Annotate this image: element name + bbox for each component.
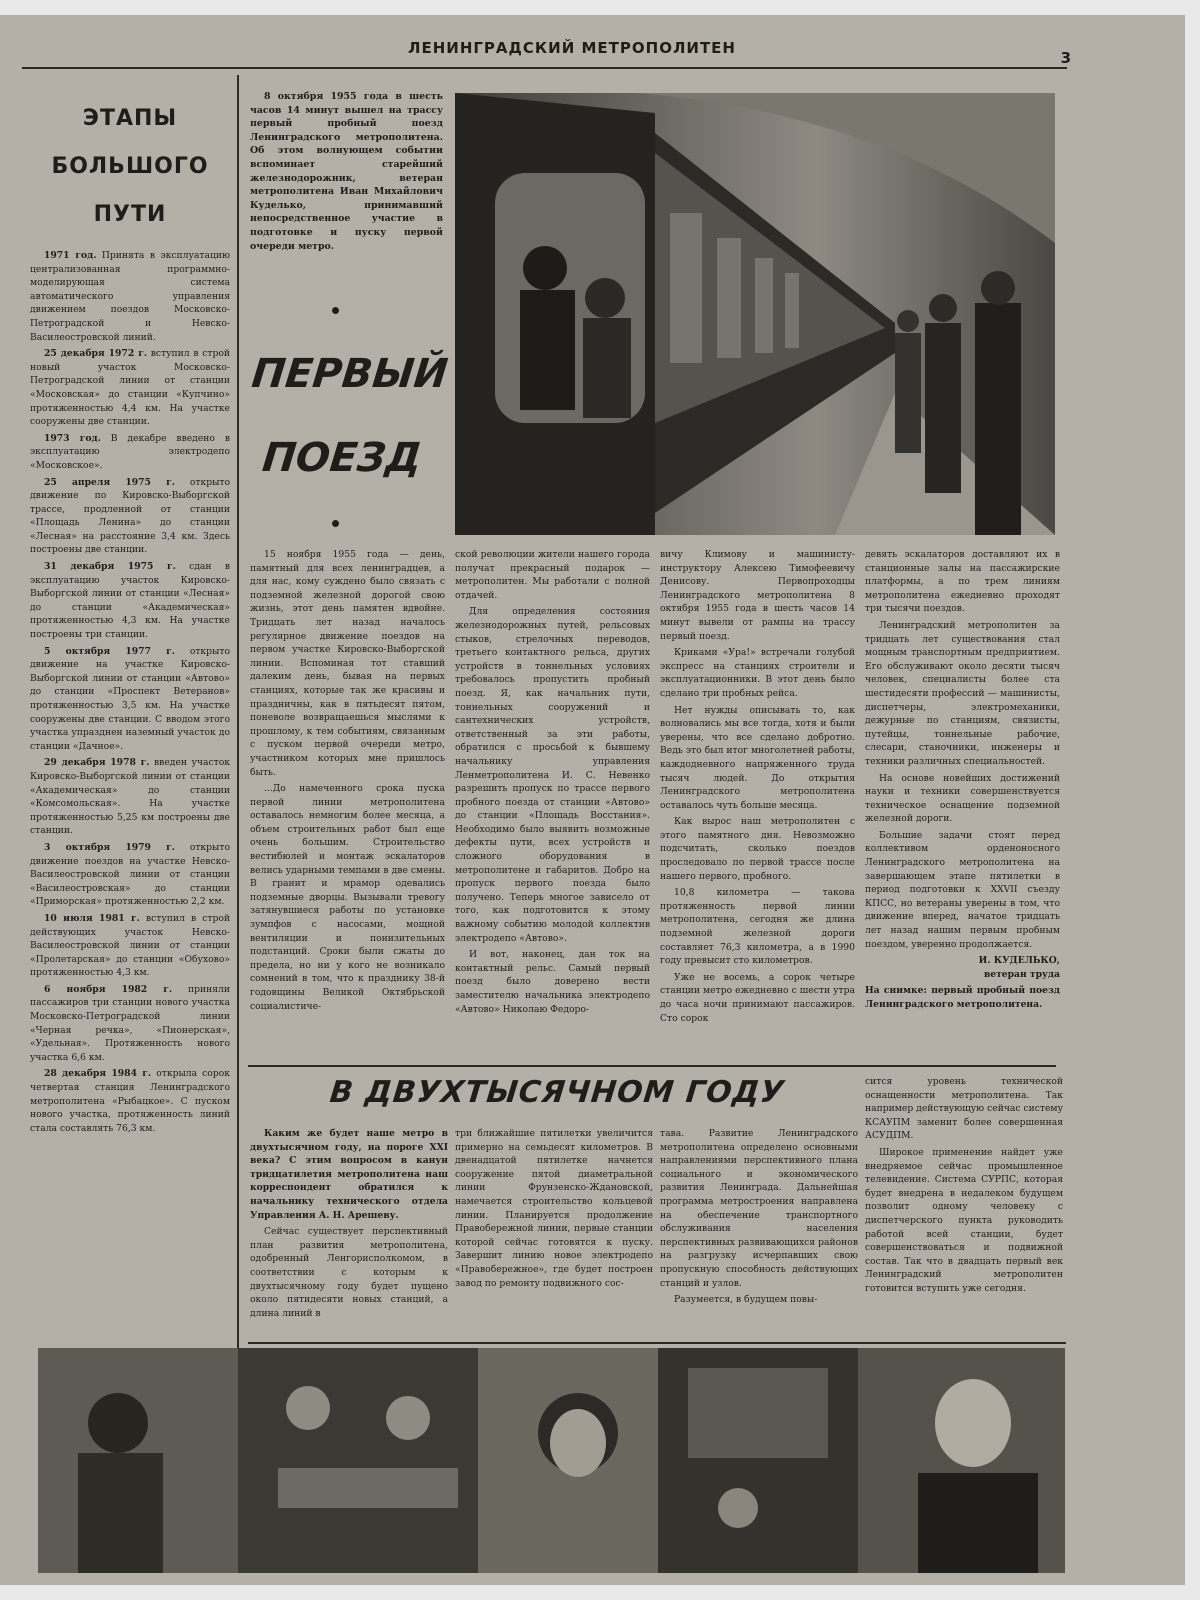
event-date: 1971 год. (44, 250, 97, 261)
event-date: 25 декабря 1972 г. (44, 348, 148, 360)
sidebar-heading-line: БОЛЬШОГО (51, 154, 209, 179)
event-item (30, 249, 230, 344)
masthead (22, 29, 1071, 69)
event-text: открыто движение по Кировско-Выборгской трассе, продленной от станции «Площадь Ленина» до станции «Лесная» на расстояние 3,4 км. Здесь построены две станции. (30, 476, 230, 556)
event-date: 31 декабря 1975 г. (44, 561, 176, 573)
train-photo-image (455, 93, 1055, 535)
paragraph: ской революции жители нашего города получат прекрасный подарок — метрополитен. Мы работали с полной отдачей. (455, 549, 650, 601)
workers-photo-image (38, 1348, 1065, 1573)
event-text: вступил в строй действующих участок Невско-Василеостровской линии от станции «Пролетарская» до станции «Обухово» протяженностью 4,3 км. (30, 912, 230, 979)
event-text: открыто движение поездов на участке Невско-Василеостровской линии от станции «Василеостровская» до станции «Приморская» протяженностью 2,2 км. (30, 841, 230, 908)
paragraph: Большие задачи стоят перед коллективом орденоносного Ленинградского метрополитена на завершающем этапе пятилетки в период подготовки к XXVII съезду КПСС, но ветераны уверены в том, что движение вперед, начатое тридцать лет назад нашим первым пробным поездом, уверенно продолжается. (865, 829, 1060, 950)
event-list (30, 249, 230, 1135)
paragraph: Каким же будет наше метро в двухтысячном году, на пороге XXI века? С этим вопросом в канун тридцатилетия метрополитена наш корреспондент обратился к начальнику технического отдела Управления А. Н. Арешеву. (250, 1128, 448, 1221)
event-text: вступил в строй новый участок Московско-Петроградской линии от станции «Московская» до станции «Купчино» протяженностью 4,4 км. На участке сооружены две станции. (30, 348, 230, 428)
sidebar-heading-line: ПУТИ (93, 202, 167, 227)
paragraph: 10,8 километра — такова протяженность первой линии метрополитена, сегодня же длина подземной железной дороги составляет 76,3 километра, а в 1990 году превысит сто километров. (660, 887, 855, 967)
intro-lead (250, 90, 443, 290)
intro-text: 8 октября 1955 года в шесть часов 14 минут вышел на трассу первый пробный поезд Ленинградского метрополитена. Об этом волнующем событии вспоминает старейший железнодорожник, ветеран метрополитена Иван Михайлович Куделько, принимавший непосредственное участие в подготовке и пуску первой очереди метро. (250, 91, 443, 252)
event-item (30, 432, 230, 473)
event-date: 25 апреля 1975 г. (44, 476, 175, 488)
paragraph: ...До намеченного срока пуска первой линии метрополитена оставалось немногим более месяца, а объем строительных работ был еще очень большим. Строительство вестибюлей и монтаж эскалаторов велись ударными темпами в две смены. В гранит и мрамор одевались подземные дворцы. Вызывали тревогу затянувшиеся работы по установке зумпфов с насосами, мощной вентиляции и понизительных подстанций. Сроки были сжаты до предела, но ни у кого не возникало сомнений в том, что к празднику 38-й годовщины Великой Октябрьской социалистиче- (250, 783, 445, 1012)
paragraph: Уже не восемь, а сорок четыре станции метро ежедневно с шести утра до часа ночи принимают пассажиров. Сто сорок (660, 971, 855, 1024)
event-text: Принята в эксплуатацию централизованная программно-моделирующая система автоматического управления движением поездов Московско-Петроградской и Невско-Василеостровской линий. (30, 250, 230, 343)
section2-column-1 (250, 1127, 448, 1342)
paragraph: Для определения состояния железнодорожных путей, рельсовых стыков, стрелочных переводов, третьего контактного рельса, других устройств в тоннельных условиях требовалось пропустить пробный поезд. Я, как начальник пути, тоннельных сооружений и сантехнических устройств, ответственный за эти работы, обратился с просьбой к бывшему начальнику управления Ленметрополитена И. С. Невенко разрешить пропуск по трассе первого пробного поезда от станции «Автово» до станции «Площадь Восстания». Необходимо было выявить возможные дефекты пути, всех устройств и сложного оборудования в метрополитене и габаритов. Добро на пропуск первого поезда было получено. Теперь многое зависело от того, как подготовится к этому важному событию молодой коллектив электродепо «Автово». (455, 606, 650, 944)
article-column-3 (660, 548, 855, 1048)
paragraph: тава. Развитие Ленинградского метрополитена определено основными направлениями перспективного плана социального и экономического развития Ленинграда. Дальнейшая программа метростроения направлена на обеспечение транспортного обслуживания населения перспективных развивающихся районов на разгрузку исчерпавших свою пропускную способность действующих станций и узлов. (660, 1128, 858, 1289)
event-text: сдан в эксплуатацию участок Кировско-Выборгской линии от станции «Лесная» до станции «Академическая» протяженностью 4,3 км. На участке построены три станции. (30, 561, 230, 641)
author-signature: И. КУДЕЛЬКО, (978, 955, 1060, 967)
masthead-title: ЛЕНИНГРАДСКИЙ МЕТРОПОЛИТЕН (408, 39, 736, 57)
event-text: открыла сорок четвертая станция Ленинградского метрополитена «Рыбацкое». С пуском нового участка, протяженность линий стала составлять 76,3 км. (30, 1068, 230, 1134)
event-text: В декабре введено в эксплуатацию электродепо «Московское». (30, 432, 230, 471)
train-photo (455, 93, 1055, 535)
paragraph: Широкое применение найдет уже внедряемое сейчас промышленное телевидение. Система СУРПС, которая будет внедрена в недалеком будущем позволит одному человеку с диспетчерского пункта руководить работой всей станции, будет совершенствоваться и подвижной состав. Так что в двадцать первый век Ленинградский метрополитен готовится вступить уже сегодня. (865, 1146, 1063, 1294)
paragraph: Сейчас существует перспективный план развития метрополитена, одобренный Ленгорисполкомом, в соответствии с которым к двухтысячному году будет пущено около пятидесяти новых станций, а длина линий в (250, 1226, 448, 1319)
section2-headline: В ДВУХТЫСЯЧНОМ ГОДУ (328, 1075, 787, 1110)
section2-column-3 (660, 1127, 858, 1342)
event-item (30, 841, 230, 909)
sidebar-heading-line: ЭТАПЫ (82, 106, 178, 131)
paragraph: На основе новейших достижений науки и техники совершенствуется техническое оснащение подземной железной дороги. (865, 772, 1060, 825)
paragraph: Ленинградский метрополитен за тридцать лет существования стал мощным транспортным предприятием. Его обслуживают около десяти тысяч человек, специалисты более ста шестидесяти профессий — машинисты, диспетчеры, электромеханики, дежурные по станциям, связисты, путейцы, тоннельные рабочие, слесари, станочники, инженеры и техники различных специальностей. (865, 619, 1060, 767)
paragraph: 15 ноября 1955 года — день, памятный для всех ленинградцев, а для нас, кому суждено было связать с подземной железной дорогой свою жизнь, этот день памятен вдвойне. Тридцать лет назад началось регулярное движение поездов на первом участке Кировско-Выборгской линии. Вспоминая тот ставший далеким день, бывая на первых станциях, которые так же красивы и праздничны, как в пятьдесят пятом, поневоле возвращаешься мыслями к прошлому, к тем событиям, связанным с пуском первой очереди метро, участником которых мне пришлось быть. (250, 549, 445, 778)
sidebar-heading (30, 95, 230, 239)
event-item (30, 1067, 230, 1135)
event-text: введен участок Кировско-Выборгской линии от станции «Академическая» до станции «Комсомольская». На участке протяженностью 5,25 км построены две станции. (30, 757, 230, 837)
paragraph: И вот, наконец, дан ток на контактный рельс. Самый первый поезд было доверено вести заместителю начальника электродепо «Автово» Николаю Федоро- (455, 949, 650, 1015)
bullet-dot (332, 307, 339, 314)
bullet-dot (332, 520, 339, 527)
paragraph: девять эскалаторов доставляют их в станционные залы на пассажирские платформы, а по трем линиям метрополитена ежедневно проходят три тысячи поездов. (865, 549, 1060, 615)
event-date: 10 июля 1981 г. (44, 912, 140, 924)
page-number: 3 (1060, 49, 1071, 67)
column-divider (237, 75, 239, 1375)
event-text: приняли пассажиров три станции нового участка Московско-Петроградской линии «Черная речка», «Пионерская», «Удельная». Протяженность нового участка 6,6 км. (30, 983, 230, 1063)
paragraph: Нет нужды описывать то, как волновались мы все тогда, хотя и были уверены, что все сделано добротно. Ведь это был итог многолетней работы, каждодневного напряженного труда тысяч людей. До открытия Ленинградского метрополитена оставалось чуть больше месяца. (660, 704, 855, 811)
section2-column-4 (865, 1075, 1063, 1345)
article-column-4 (865, 548, 1060, 1048)
event-text: открыто движение на участке Кировско-Выборгской линии от станции «Автово» до станции «Проспект Ветеранов» протяженностью 3,5 км. На участке сооружены две станции. С вводом этого участка упразднен наземный участок до станции «Дачное». (30, 645, 230, 752)
event-date: 28 декабря 1984 г. (44, 1068, 152, 1080)
author-role: ветеран труда (983, 968, 1060, 980)
photo-caption: На снимке: первый пробный поезд Ленинградского метрополитена. (865, 985, 1060, 1010)
paragraph: сится уровень технической оснащенности метрополитена. Так например действующую сейчас систему КСАУПМ заменит более совершенная АСУДПМ. (865, 1076, 1063, 1142)
paragraph: три ближайшие пятилетки увеличится примерно на семьдесят километров. В двенадцатой пятилетке начнется сооружение пятой диаметральной линии Фрунзенско-Ждановской, намечается строительство кольцевой линии. Планируется продолжение Правобережной линии, первые станции которой сейчас готовятся к пуску. Завершит линию новое электродепо «Правобережное», где будет построен завод по ремонту подвижного сос- (455, 1128, 653, 1289)
event-item (30, 645, 230, 754)
section2-column-2 (455, 1127, 653, 1342)
article-column-1 (250, 548, 445, 1048)
headline-line: ПЕРВЫЙ (249, 351, 450, 397)
paragraph: вичу Климову и машинисту-инструктору Алексею Тимофеевичу Денисову. Первопроходцы Ленинградского метрополитена 8 октября 1955 года в шесть часов 14 минут вывели от рампы на трассу первый поезд. (660, 549, 855, 642)
paragraph: Как вырос наш метрополитен с этого памятного дня. Невозможно подсчитать, сколько поездов проследовало по первой трассе после нашего первого, пробного. (660, 816, 855, 882)
paragraph: Разумеется, в будущем повы- (674, 1294, 818, 1306)
newspaper-page (0, 15, 1185, 1585)
event-date: 29 декабря 1978 г. (44, 757, 150, 769)
event-date: 5 октября 1977 г. (44, 645, 175, 657)
headline-line: ПОЕЗД (260, 435, 424, 481)
event-item (30, 912, 230, 980)
event-item (30, 560, 230, 642)
metro-workers-photo (38, 1348, 1065, 1573)
section-rule (248, 1065, 1056, 1067)
article-column-2 (455, 548, 650, 1048)
event-item (30, 347, 230, 429)
event-item (30, 756, 230, 838)
photo-rule (248, 1342, 1066, 1344)
event-item (30, 476, 230, 558)
event-date: 6 ноября 1982 г. (44, 983, 173, 995)
event-date: 3 октября 1979 г. (44, 841, 175, 853)
event-date: 1973 год. (44, 432, 101, 444)
paragraph: Криками «Ура!» встречали голубой экспресс на станциях строители и эксплуатационники. В этот день было сделано три пробных рейса. (660, 647, 855, 699)
stages-sidebar (30, 95, 230, 1365)
event-item (30, 983, 230, 1065)
